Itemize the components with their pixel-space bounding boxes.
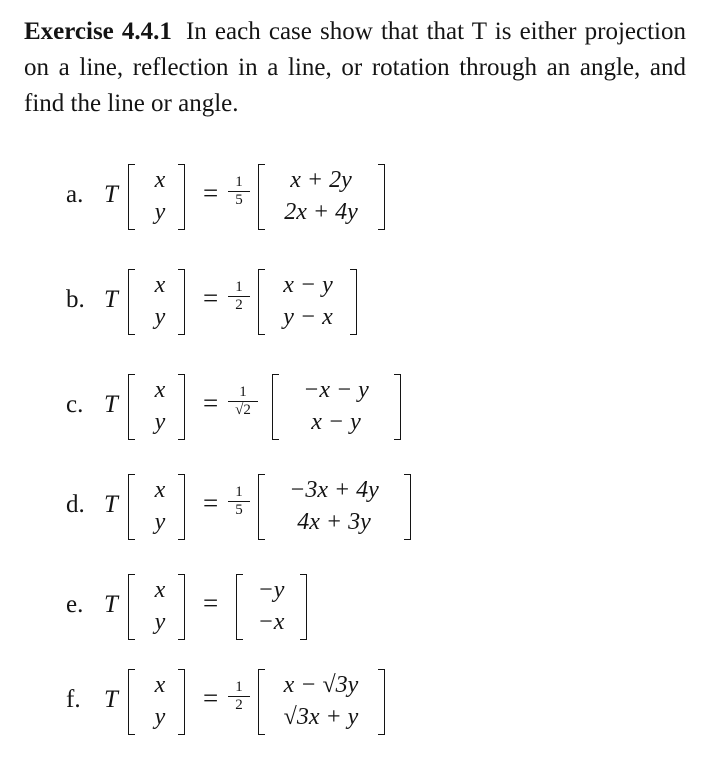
coefficient-denominator: 2 xyxy=(235,697,243,713)
input-left-bracket xyxy=(128,374,135,440)
coefficient-denominator: √2 xyxy=(235,402,251,418)
equals-sign: = xyxy=(203,388,219,418)
output-bottom: √3x + y xyxy=(283,704,359,730)
problem-label: b. xyxy=(66,286,85,313)
problem-b xyxy=(60,265,680,341)
input-y: y xyxy=(154,409,166,435)
input-right-bracket xyxy=(178,164,185,230)
input-x: x xyxy=(154,167,166,193)
output-left-bracket xyxy=(258,474,265,540)
problem-label: d. xyxy=(66,491,85,518)
problem-label: a. xyxy=(66,181,84,208)
coefficient-denominator: 5 xyxy=(235,192,243,208)
input-left-bracket xyxy=(128,164,135,230)
problem-label: f. xyxy=(66,686,81,713)
input-y: y xyxy=(154,304,166,330)
output-right-bracket xyxy=(378,164,385,230)
problem-c xyxy=(60,370,680,446)
output-bottom: −x xyxy=(257,609,285,635)
problem-label: e. xyxy=(66,591,84,618)
input-y: y xyxy=(154,609,166,635)
problem-f xyxy=(60,665,680,741)
transformation-symbol: T xyxy=(104,286,118,313)
input-y: y xyxy=(154,704,166,730)
input-right-bracket xyxy=(178,374,185,440)
input-right-bracket xyxy=(178,269,185,335)
output-top: −x − y xyxy=(303,377,369,403)
transformation-symbol: T xyxy=(104,491,118,518)
input-x: x xyxy=(154,672,166,698)
input-x: x xyxy=(154,272,166,298)
input-x: x xyxy=(154,377,166,403)
problem-label: c. xyxy=(66,391,84,418)
transformation-symbol: T xyxy=(104,181,118,208)
input-left-bracket xyxy=(128,474,135,540)
output-top: x − y xyxy=(283,272,333,298)
coefficient-denominator: 5 xyxy=(235,502,243,518)
output-left-bracket xyxy=(258,269,265,335)
equals-sign: = xyxy=(203,683,219,713)
coefficient-numerator: 1 xyxy=(228,484,250,502)
coefficient-numerator: 1 xyxy=(228,679,250,697)
coefficient xyxy=(228,279,250,314)
input-right-bracket xyxy=(178,474,185,540)
problem-a xyxy=(60,160,680,236)
equals-sign: = xyxy=(203,283,219,313)
exercise-text: In each case show that that T is either projection on a line, reflection in a line, or rotation through an angle, and find the line or angle. xyxy=(24,18,686,117)
output-right-bracket xyxy=(394,374,401,440)
input-left-bracket xyxy=(128,269,135,335)
output-left-bracket xyxy=(272,374,279,440)
output-right-bracket xyxy=(350,269,357,335)
problem-d xyxy=(60,470,680,546)
equals-sign: = xyxy=(203,178,219,208)
output-left-bracket xyxy=(258,669,265,735)
coefficient-numerator: 1 xyxy=(228,279,250,297)
problem-e xyxy=(60,570,680,646)
input-right-bracket xyxy=(178,669,185,735)
output-bottom: 2x + 4y xyxy=(284,199,358,225)
output-top: −y xyxy=(257,577,285,603)
input-left-bracket xyxy=(128,669,135,735)
output-left-bracket xyxy=(258,164,265,230)
transformation-symbol: T xyxy=(104,686,118,713)
coefficient-denominator: 2 xyxy=(235,297,243,313)
coefficient xyxy=(228,384,258,419)
output-top: x − √3y xyxy=(283,672,359,698)
output-bottom: 4x + 3y xyxy=(297,509,371,535)
output-right-bracket xyxy=(378,669,385,735)
output-right-bracket xyxy=(404,474,411,540)
equals-sign: = xyxy=(203,588,219,618)
output-bottom: y − x xyxy=(283,304,333,330)
input-right-bracket xyxy=(178,574,185,640)
output-bottom: x − y xyxy=(311,409,361,435)
transformation-symbol: T xyxy=(104,391,118,418)
coefficient-numerator: 1 xyxy=(228,384,258,402)
input-y: y xyxy=(154,509,166,535)
input-left-bracket xyxy=(128,574,135,640)
coefficient xyxy=(228,174,250,209)
coefficient-numerator: 1 xyxy=(228,174,250,192)
input-y: y xyxy=(154,199,166,225)
output-top: x + 2y xyxy=(290,167,352,193)
coefficient xyxy=(228,484,250,519)
exercise-label: Exercise 4.4.1 xyxy=(24,18,172,45)
output-top: −3x + 4y xyxy=(289,477,379,503)
transformation-symbol: T xyxy=(104,591,118,618)
input-x: x xyxy=(154,577,166,603)
equals-sign: = xyxy=(203,488,219,518)
coefficient xyxy=(228,679,250,714)
output-right-bracket xyxy=(300,574,307,640)
input-x: x xyxy=(154,477,166,503)
output-left-bracket xyxy=(236,574,243,640)
